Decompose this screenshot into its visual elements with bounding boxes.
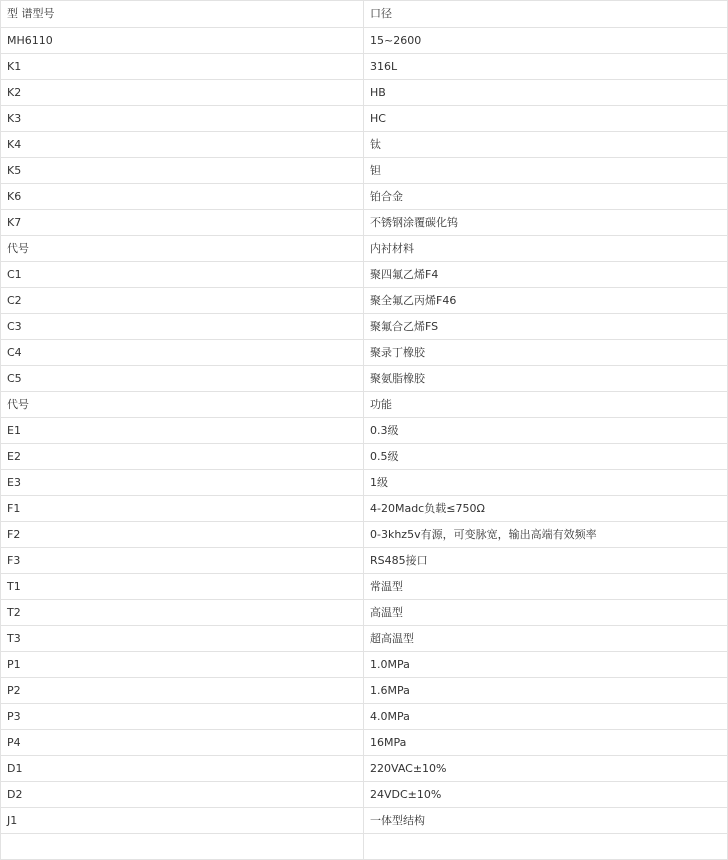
description-cell: 0.5级 <box>364 444 728 470</box>
table-row <box>1 782 728 808</box>
table-row <box>1 28 728 54</box>
table-row <box>1 652 728 678</box>
table-row <box>1 392 728 418</box>
table-row <box>1 210 728 236</box>
table-row <box>1 340 728 366</box>
description-cell: 15~2600 <box>364 28 728 54</box>
table-row <box>1 262 728 288</box>
table-row <box>1 236 728 262</box>
description-cell: 超高温型 <box>364 626 728 652</box>
description-cell: RS485接口 <box>364 548 728 574</box>
code-cell: K7 <box>1 210 364 236</box>
description-cell: 功能 <box>364 392 728 418</box>
description-cell: 聚录丁橡胶 <box>364 340 728 366</box>
table-row <box>1 444 728 470</box>
code-cell: K3 <box>1 106 364 132</box>
table-row <box>1 574 728 600</box>
code-cell: 代号 <box>1 392 364 418</box>
code-cell: P2 <box>1 678 364 704</box>
description-cell: 内衬材料 <box>364 236 728 262</box>
table-row <box>1 314 728 340</box>
description-cell: 1.6MPa <box>364 678 728 704</box>
table-row <box>1 288 728 314</box>
code-cell: K6 <box>1 184 364 210</box>
description-cell: 聚氨脂橡胶 <box>364 366 728 392</box>
code-cell: D1 <box>1 756 364 782</box>
code-cell: P1 <box>1 652 364 678</box>
table-row <box>1 470 728 496</box>
table-row <box>1 808 728 834</box>
table-row <box>1 730 728 756</box>
code-cell: K1 <box>1 54 364 80</box>
description-cell: 1级 <box>364 470 728 496</box>
table-row <box>1 548 728 574</box>
code-cell: C5 <box>1 366 364 392</box>
code-cell: P4 <box>1 730 364 756</box>
table-row <box>1 704 728 730</box>
code-cell: J1 <box>1 808 364 834</box>
code-cell: E2 <box>1 444 364 470</box>
description-cell: 高温型 <box>364 600 728 626</box>
table-row <box>1 54 728 80</box>
description-cell: 316L <box>364 54 728 80</box>
description-cell: 1.0MPa <box>364 652 728 678</box>
table-row <box>1 158 728 184</box>
description-cell: HB <box>364 80 728 106</box>
code-cell: F1 <box>1 496 364 522</box>
description-cell: 不锈钢涂覆碳化钨 <box>364 210 728 236</box>
table-row <box>1 132 728 158</box>
code-cell: K2 <box>1 80 364 106</box>
spec-table-body <box>1 1 728 860</box>
description-cell: 16MPa <box>364 730 728 756</box>
code-cell: C2 <box>1 288 364 314</box>
description-cell: 24VDC±10% <box>364 782 728 808</box>
code-cell: F2 <box>1 522 364 548</box>
table-row <box>1 184 728 210</box>
description-cell: 聚氟合乙烯FS <box>364 314 728 340</box>
description-cell: 一体型结构 <box>364 808 728 834</box>
table-row <box>1 522 728 548</box>
code-cell: D2 <box>1 782 364 808</box>
code-cell: 型 谱型号 <box>1 1 364 28</box>
code-cell: T2 <box>1 600 364 626</box>
code-cell: C1 <box>1 262 364 288</box>
code-cell: T1 <box>1 574 364 600</box>
code-cell: C3 <box>1 314 364 340</box>
code-cell: E1 <box>1 418 364 444</box>
description-cell: 0.3级 <box>364 418 728 444</box>
description-cell: 铂合金 <box>364 184 728 210</box>
code-cell <box>1 834 364 860</box>
table-row <box>1 1 728 28</box>
description-cell: 钛 <box>364 132 728 158</box>
code-cell: K5 <box>1 158 364 184</box>
table-row <box>1 756 728 782</box>
description-cell: 聚全氟乙丙烯F46 <box>364 288 728 314</box>
description-cell <box>364 834 728 860</box>
description-cell: 口径 <box>364 1 728 28</box>
table-row <box>1 80 728 106</box>
table-row <box>1 106 728 132</box>
code-cell: F3 <box>1 548 364 574</box>
code-cell: MH6110 <box>1 28 364 54</box>
code-cell: E3 <box>1 470 364 496</box>
code-cell: P3 <box>1 704 364 730</box>
code-cell: T3 <box>1 626 364 652</box>
description-cell: 常温型 <box>364 574 728 600</box>
description-cell: 4-20Madc负载≤750Ω <box>364 496 728 522</box>
table-row <box>1 366 728 392</box>
table-row <box>1 626 728 652</box>
description-cell: 0-3khz5v有源，可变脉宽，输出高端有效频率 <box>364 522 728 548</box>
description-cell: 4.0MPa <box>364 704 728 730</box>
table-row <box>1 600 728 626</box>
code-cell: K4 <box>1 132 364 158</box>
code-cell: 代号 <box>1 236 364 262</box>
table-row <box>1 418 728 444</box>
description-cell: 聚四氟乙烯F4 <box>364 262 728 288</box>
code-cell: C4 <box>1 340 364 366</box>
table-row <box>1 496 728 522</box>
table-row <box>1 834 728 860</box>
table-row <box>1 678 728 704</box>
description-cell: 220VAC±10% <box>364 756 728 782</box>
description-cell: HC <box>364 106 728 132</box>
description-cell: 钽 <box>364 158 728 184</box>
